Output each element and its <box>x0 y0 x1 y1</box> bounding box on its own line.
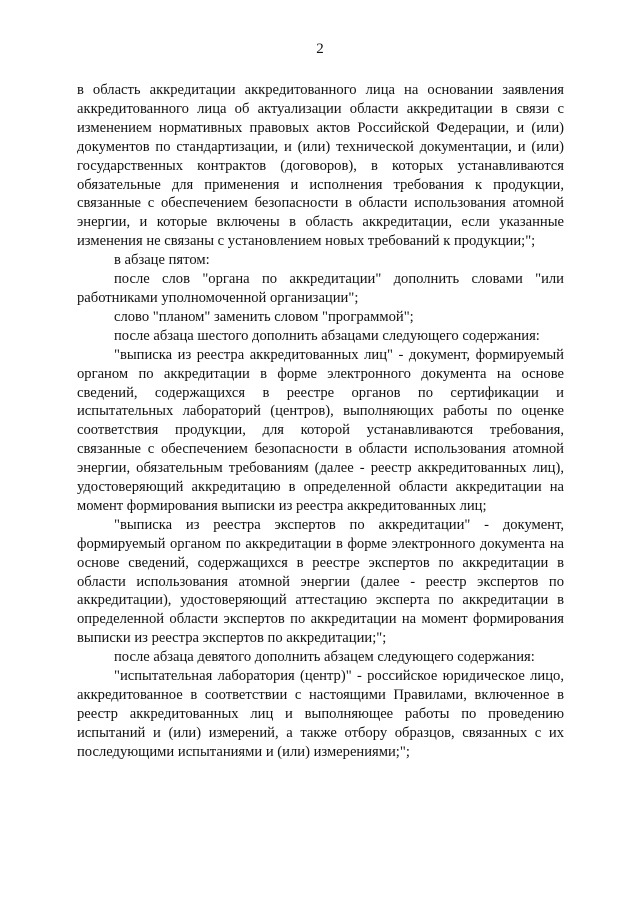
paragraph-after-ninth: после абзаца девятого дополнить абзацем следующего содержания: <box>114 649 535 666</box>
paragraph-fifth-abzac: в абзаце пятом: <box>114 252 210 269</box>
page-number: 2 <box>316 41 324 57</box>
document-body <box>77 81 564 762</box>
paragraph-replace-word: слово "планом" заменить словом "программой"; <box>114 308 414 325</box>
paragraph-definition-laboratory: "испытательная лаборатория (центр)" - российское юридическое лицо, аккредитованное в соответствии с настоящими Правилами, включенное в реестр аккредитованных лиц и выполняющее работы по проведению испытаний и (или) измерений, а также отбору образцов, связанных с их последующими испытаниями и (или) измерениями;"; <box>77 668 564 760</box>
paragraph-after-sixth: после абзаца шестого дополнить абзацами следующего содержания: <box>114 327 540 344</box>
paragraph-definition-experts-extract: "выписка из реестра экспертов по аккредитации" - документ, формируемый органом по аккредитации в форме электронного документа на основе сведений, содержащихся в реестре экспертов по аккредитации в области использования атомной энергии (далее - реестр экспертов по аккредитации), удостоверяющий аттестацию эксперта по аккредитации в определенной области экспертов по аккредитации на момент формирования выписки из реестра экспертов по аккредитации;"; <box>77 516 564 647</box>
paragraph-definition-registry-extract: "выписка из реестра аккредитованных лиц" - документ, формируемый органом по аккредитации в форме электронного документа на основе сведений, содержащихся в реестре органов по сертификации и испытательных лабораторий (центров), выполняющих работы по оценке соответствия продукции, для которой устанавливаются требования, связанные с обеспечением безопасности в области использования атомной энергии, обязательным требованиям (далее - реестр аккредитованных лиц), удостоверяющий аккредитацию в определенной области аккредитации на момент формирования выписки из реестра аккредитованных лиц; <box>77 346 564 514</box>
paragraph-continuation: в область аккредитации аккредитованного лица на основании заявления аккредитованного лица об актуализации области аккредитации в связи с изменением нормативных правовых актов Российской Федерации, и (или) документов по стандартизации, и (или) технической документации, и (или) государственных контрактов (договоров), в которых устанавливаются обязательные для применения и исполнения требования к продукции, связанные с обеспечением безопасности в области использования атомной энергии, и которые включены в область аккредитации, если указанные изменения не связаны с установлением новых требований к продукции;"; <box>77 82 564 250</box>
paragraph-add-words: после слов "органа по аккредитации" дополнить словами "или работниками уполномоченной организации"; <box>77 271 564 306</box>
